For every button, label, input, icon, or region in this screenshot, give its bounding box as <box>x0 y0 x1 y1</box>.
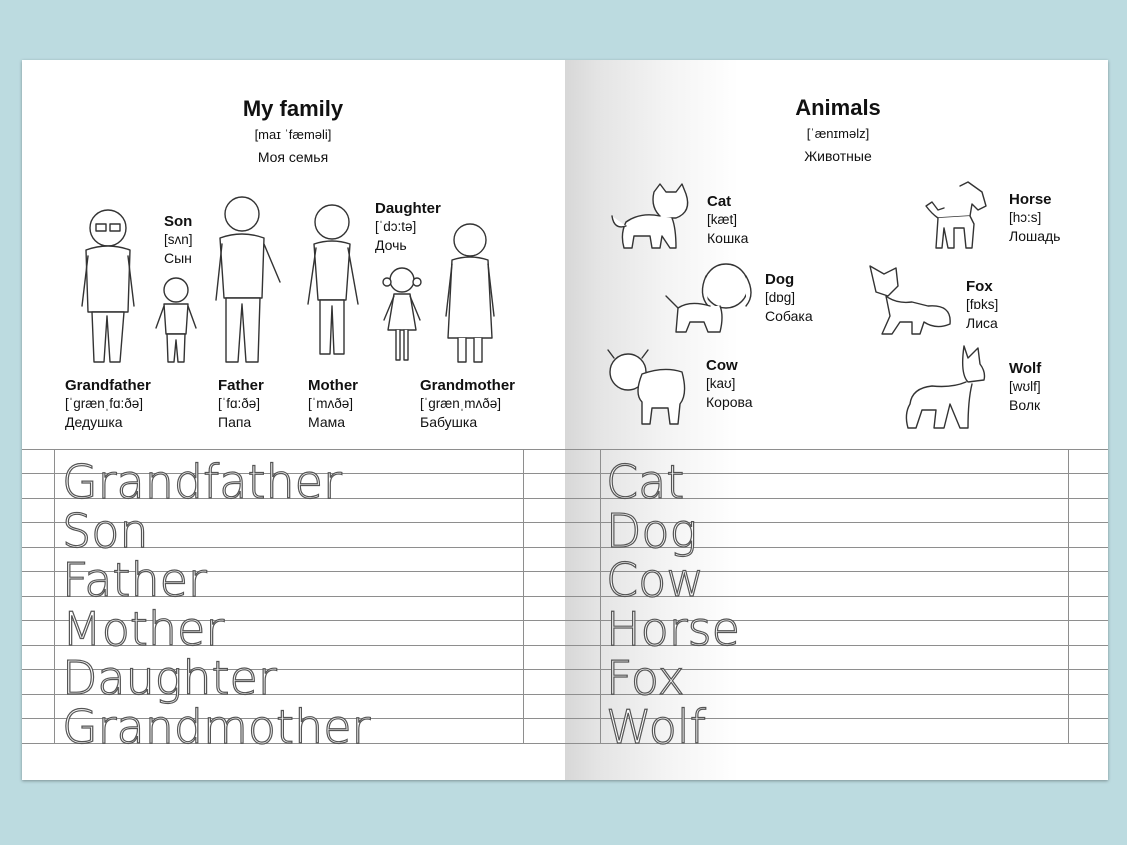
father-illustration <box>210 190 284 368</box>
word-daughter: Daughter [ˈdɔ:tə] Дочь <box>375 200 441 253</box>
cat-illustration <box>610 182 694 254</box>
rule-line <box>22 449 1108 450</box>
animals-russian: Животные <box>804 148 872 164</box>
grandmother-illustration <box>444 220 496 368</box>
trace-horse: Horse <box>606 602 740 656</box>
family-title: My family <box>242 96 344 121</box>
margin-line <box>523 449 524 743</box>
word-mother: Mother [ˈmʌðə] Мама <box>308 377 358 430</box>
trace-daughter: Daughter <box>62 651 277 705</box>
trace-wolf: Wolf <box>606 700 706 754</box>
trace-grandmother: Grandmother <box>62 700 371 754</box>
word-father: Father [ˈfɑ:ðə] Папа <box>218 377 264 430</box>
word-grandfather: Grandfather [ˈgrænˌfɑ:ðə] Дедушка <box>65 377 151 430</box>
margin-line <box>600 449 601 743</box>
word-cow: Cow [kaʊ] Корова <box>706 357 753 410</box>
dog-illustration <box>664 260 756 338</box>
son-illustration <box>152 276 200 368</box>
workbook-spread <box>22 60 1108 780</box>
trace-dog: Dog <box>606 504 698 558</box>
rule-line <box>22 522 1108 523</box>
trace-mother: Mother <box>62 602 225 656</box>
cow-illustration <box>606 344 690 428</box>
fox-illustration <box>866 262 956 340</box>
trace-cow: Cow <box>606 553 704 607</box>
horse-illustration <box>924 182 990 254</box>
grandfather-illustration <box>80 206 136 368</box>
trace-cat: Cat <box>606 455 685 509</box>
animals-transcription: [ˈænɪməlz] <box>806 126 870 141</box>
animals-heading <box>708 95 968 166</box>
trace-son: Son <box>62 504 149 558</box>
trace-fox: Fox <box>606 651 685 705</box>
family-heading <box>163 96 423 167</box>
margin-line <box>1068 449 1069 743</box>
word-grandmother: Grandmother [ˈgrænˌmʌðə] Бабушка <box>420 377 516 430</box>
margin-line <box>54 449 55 743</box>
word-son: Son [sʌn] Сын <box>164 213 193 266</box>
word-dog: Dog [dɒg] Собака <box>765 271 813 324</box>
word-cat: Cat [kæt] Кошка <box>707 193 749 246</box>
mother-illustration <box>302 200 364 360</box>
word-wolf: Wolf [wʊlf] Волк <box>1009 360 1042 413</box>
family-transcription: [maɪ ˈfæməli] <box>254 127 332 142</box>
daughter-illustration <box>378 264 426 364</box>
trace-father: Father <box>62 553 207 607</box>
family-russian: Моя семья <box>257 149 329 165</box>
trace-grandfather: Grandfather <box>62 455 342 509</box>
wolf-illustration <box>902 344 992 434</box>
word-horse: Horse [hɔ:s] Лошадь <box>1009 191 1061 244</box>
animals-title: Animals <box>795 95 881 120</box>
word-fox: Fox [fɒks] Лиса <box>966 278 999 331</box>
rule-line <box>22 547 1108 548</box>
